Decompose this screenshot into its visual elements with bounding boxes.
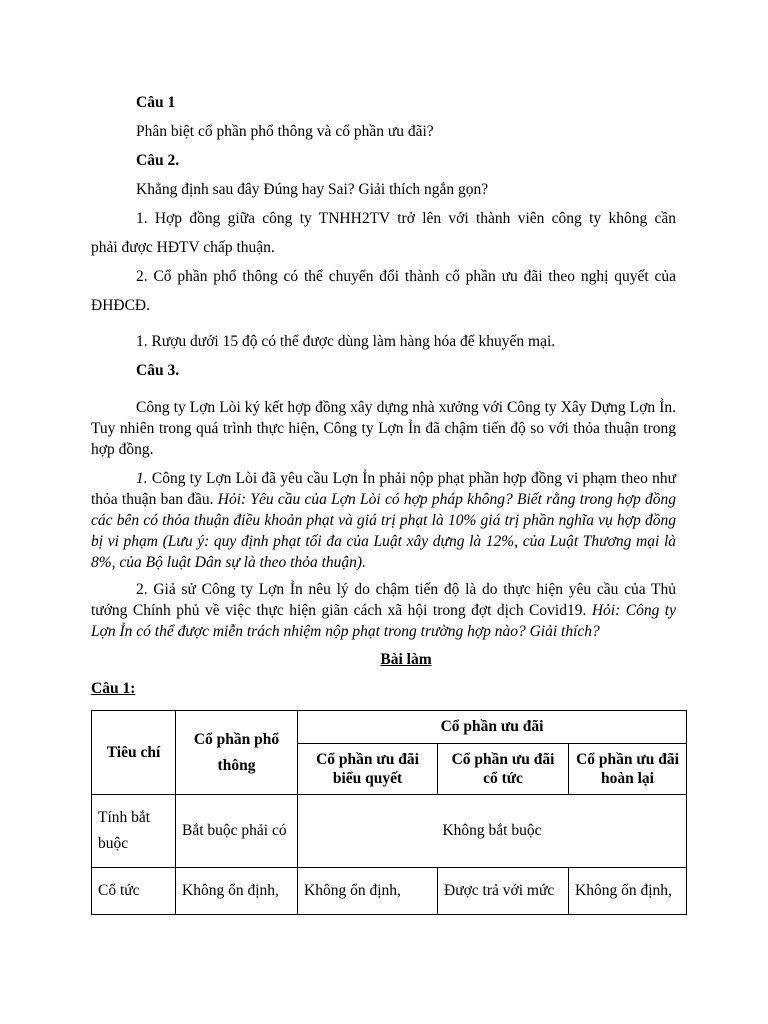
header-voting-preferred: Cổ phần ưu đãi biểu quyết (298, 744, 438, 795)
q3-item2-text: 2. Giả sử Công ty Lợn Ỉn nêu lý do chậm tiến độ là do thực hiện yêu cầu của Thủ tướng Chính phủ về việc thực hiện giãn cách xã hội trong đợt dịch Covid19. (91, 581, 676, 619)
header-redeemable-preferred: Cổ phần ưu đãi hoàn lại (569, 744, 687, 795)
q1-heading: Câu 1 (136, 94, 176, 111)
table-header-row (92, 711, 687, 744)
q3-item2-question: Hỏi: Công ty Lợn Ỉn có thể được miễn trách nhiệm nộp phạt trong trường hợp nào? Giải thích? (91, 602, 676, 640)
cell-r1-criteria: Tính bắt buộc (92, 795, 176, 868)
q3-heading: Câu 3. (136, 362, 180, 379)
q2-item2-line1: 2. Cổ phần phổ thông có thể chuyển đổi thành cổ phần ưu đãi theo nghị quyết của (136, 268, 676, 285)
answer-title: Bài làm (380, 651, 432, 668)
q3-item2 (91, 579, 676, 642)
cell-r2-common: Không ổn định, (176, 868, 298, 915)
q3-paragraph: Công ty Lợn Lòi ký kết hợp đồng xây dựng nhà xưởng với Công ty Xây Dựng Lợn Ỉn. Tuy nhiên trong quá trình thực hiện, Công ty Lợn Ỉn đã chậm tiến độ so với thỏa thuận trong hợp đồng. (91, 399, 676, 458)
q2-heading: Câu 2. (136, 152, 180, 169)
q2-item2-line2: ĐHĐCĐ. (91, 297, 150, 314)
q2-intro: Khẳng định sau đây Đúng hay Sai? Giải thích ngắn gọn? (136, 181, 489, 198)
q1-text: Phân biệt cổ phần phổ thông và cổ phần ưu đãi? (136, 123, 434, 140)
header-preferred-shares: Cổ phần ưu đãi (298, 711, 687, 744)
comparison-table (91, 710, 687, 915)
cell-r1-common: Bắt buộc phải có (176, 795, 298, 868)
q3-item1 (91, 468, 676, 573)
header-common-shares: Cổ phần phổ thông (176, 711, 298, 795)
cell-r1-preferred: Không bắt buộc (298, 795, 687, 868)
q2-item3: 1. Rượu dưới 15 độ có thể được dùng làm hàng hóa để khuyến mại. (136, 333, 556, 350)
cell-r2-dividend: Được trả với mức (438, 868, 569, 915)
q3-item1-question: Hỏi: Yêu cầu của Lợn Lòi có hợp pháp không? Biết rằng trong hợp đồng các bên có thỏa thuận điều khoản phạt và giá trị phạt là 10% giá trị phần nghĩa vụ hợp đồng bị vi phạm (Lưu ý: quy định phạt tối đa của Luật xây dựng là 12%, của Luật Thương mại là 8%, của Bộ luật Dân sự là theo thỏa thuận). (91, 491, 676, 571)
cell-r2-redeem: Không ổn định, (569, 868, 687, 915)
header-dividend-preferred: Cổ phần ưu đãi cổ tức (438, 744, 569, 795)
q3-item1-text: Công ty Lợn Lòi đã yêu cầu Lợn Ỉn phải nộp phạt phần hợp đồng vi phạm theo như thỏa thuận ban đầu. (91, 470, 676, 508)
q2-item1-line2: phải được HĐTV chấp thuận. (91, 239, 275, 256)
answer-q1-heading: Câu 1: (91, 680, 136, 697)
cell-r2-criteria: Cổ tức (92, 868, 176, 915)
q2-item1-line1: 1. Hợp đồng giữa công ty TNHH2TV trở lên với thành viên công ty không cần (136, 210, 676, 227)
q3-item1-number: 1. (136, 470, 148, 487)
table-row (92, 868, 687, 915)
header-criteria: Tiêu chí (92, 711, 176, 795)
cell-r2-voting: Không ổn định, (298, 868, 438, 915)
table-row (92, 795, 687, 868)
